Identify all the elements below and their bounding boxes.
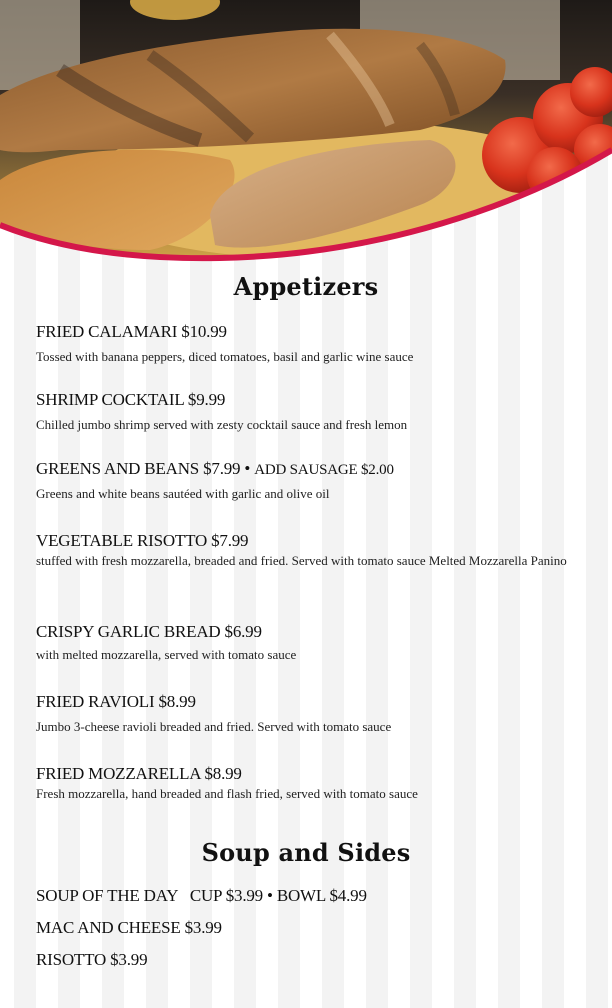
separator: • [244,459,251,478]
section-title-soup-and-sides: Soup and Sides [201,838,411,867]
item-name [36,459,394,479]
item-name: FRIED MOZZARELLA $8.99 [36,764,242,783]
menu-item-soup-of-the-day: SOUP OF THE DAY CUP $3.99 • BOWL $4.99 [36,886,367,905]
menu-item-mac-and-cheese: MAC AND CHEESE $3.99 [36,918,222,937]
item-description: stuffed with fresh mozzarella, breaded and fried. Served with tomato sauce Melted Mozzarella Panino [36,553,567,568]
hero-image [0,0,612,270]
item-name: CRISPY GARLIC BREAD $6.99 [36,622,262,641]
item-name: FRIED RAVIOLI $8.99 [36,692,196,711]
item-description: Tossed with banana peppers, diced tomatoes, basil and garlic wine sauce [36,349,414,364]
item-name: SHRIMP COCKTAIL $9.99 [36,390,226,409]
item-description: with melted mozzarella, served with tomato sauce [36,647,297,662]
item-addon: ADD SAUSAGE $2.00 [254,462,394,478]
item-description: Greens and white beans sautéed with garlic and olive oil [36,486,330,501]
section-title-appetizers: Appetizers [233,272,379,301]
item-description: Fresh mozzarella, hand breaded and flash fried, served with tomato sauce [36,786,418,801]
item-description: Jumbo 3-cheese ravioli breaded and fried. Served with tomato sauce [36,719,392,734]
item-name-text: GREENS AND BEANS $7.99 [36,459,241,478]
menu-item-risotto: RISOTTO $3.99 [36,950,148,969]
item-name: VEGETABLE RISOTTO $7.99 [36,531,249,550]
item-name: FRIED CALAMARI $10.99 [36,322,227,341]
item-description: Chilled jumbo shrimp served with zesty cocktail sauce and fresh lemon [36,417,408,432]
